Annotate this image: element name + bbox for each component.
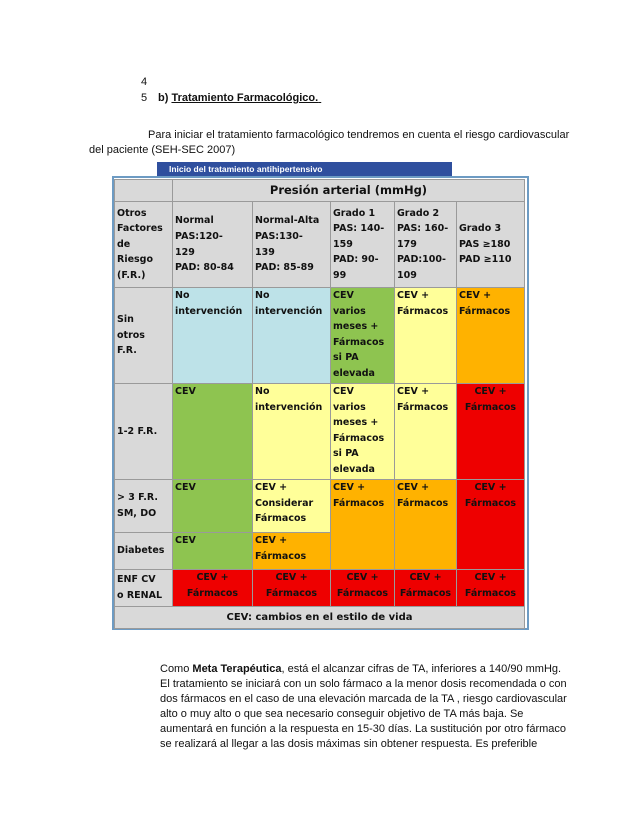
table-cell: CEV + Fármacos <box>331 480 395 570</box>
col-header-normal: Normal PAS:120- 129 PAD: 80-84 <box>173 202 253 288</box>
table-cell: CEV + Fármacos <box>173 570 253 607</box>
table-cell: CEV + Fármacos <box>395 288 457 384</box>
table-cell: No intervención <box>253 288 331 384</box>
col-header-normal-alta: Normal-Alta PAS:130- 139 PAD: 85-89 <box>253 202 331 288</box>
table-cell: CEV <box>173 384 253 480</box>
body-paragraph <box>160 662 580 752</box>
section-heading <box>158 92 321 104</box>
risk-table <box>114 179 525 629</box>
col-header-grado-1: Grado 1 PAS: 140- 159 PAD: 90- 99 <box>331 202 395 288</box>
table-cell: CEV + Fármacos <box>457 384 525 480</box>
table-cell: CEV + Fármacos <box>395 570 457 607</box>
section-prefix: b) <box>158 92 169 104</box>
table-cell: CEV + Fármacos <box>253 570 331 607</box>
row-label-3-fr: > 3 F.R. SM, DO <box>115 480 173 533</box>
col-header-grado-3: Grado 3 PAS ≥180 PAD ≥110 <box>457 202 525 288</box>
body-line: Como Meta Terapéutica, está el alcanzar cifras de TA, inferiores a 140/90 mmHg. <box>160 663 562 675</box>
table-title: Presión arterial (mmHg) <box>173 180 525 202</box>
section-title: Tratamiento Farmacológico. <box>171 92 319 104</box>
table-cell: CEV + Fármacos <box>457 480 525 570</box>
table-cell: CEV + Fármacos <box>331 570 395 607</box>
col-header-risk: Otros Factores de Riesgo (F.R.) <box>115 202 173 288</box>
body-line: El tratamiento se iniciará con un solo fármaco a la menor dosis recomendada o con <box>160 678 567 690</box>
table-footer: CEV: cambios en el estilo de vida <box>115 607 525 629</box>
table-cell: CEV varios meses + Fármacos si PA elevada <box>331 288 395 384</box>
intro-line: del paciente (SEH-SEC 2007) <box>89 144 236 156</box>
table-cell: No intervención <box>253 384 331 480</box>
table-cell: CEV + Fármacos <box>457 288 525 384</box>
table-cell: CEV varios meses + Fármacos si PA elevada <box>331 384 395 480</box>
body-line: alto o muy alto o que sea necesario conseguir objetivo de TA más baja. Se <box>160 708 524 720</box>
row-label-diabetes: Diabetes <box>115 533 173 570</box>
col-header-grado-2: Grado 2 PAS: 160- 179 PAD:100- 109 <box>395 202 457 288</box>
meta-terapeutica: Meta Terapéutica <box>192 663 282 675</box>
table-banner: Inicio del tratamiento antihipertensivo <box>157 162 452 177</box>
table-cell: CEV + Fármacos <box>457 570 525 607</box>
line-number: 5 <box>141 92 148 104</box>
table-cell: CEV + Fármacos <box>253 533 331 570</box>
body-line: aumentará en función a la respuesta en 15-30 días. La sustitución por otro fármaco <box>160 723 567 735</box>
intro-line: Para iniciar el tratamiento farmacológico tendremos en cuenta el riesgo cardiovascular <box>148 129 570 141</box>
body-line: se realizará al llegar a las dosis máximas sin obtener respuesta. Es preferible <box>160 738 538 750</box>
body-line: dos fármacos en el caso de una elevación marcada de la TA , riesgo cardiovascular <box>160 693 567 705</box>
table-cell: No intervención <box>173 288 253 384</box>
row-label-enf-cv: ENF CV o RENAL <box>115 570 173 607</box>
table-cell: CEV <box>173 533 253 570</box>
table-cell: CEV + Considerar Fármacos <box>253 480 331 533</box>
table-cell: CEV + Fármacos <box>395 384 457 480</box>
row-label-sin-otros: Sin otros F.R. <box>115 288 173 384</box>
line-number: 4 <box>141 76 148 88</box>
row-label-1-2-fr: 1-2 F.R. <box>115 384 173 480</box>
table-cell: CEV <box>173 480 253 533</box>
table-cell: CEV + Fármacos <box>395 480 457 570</box>
